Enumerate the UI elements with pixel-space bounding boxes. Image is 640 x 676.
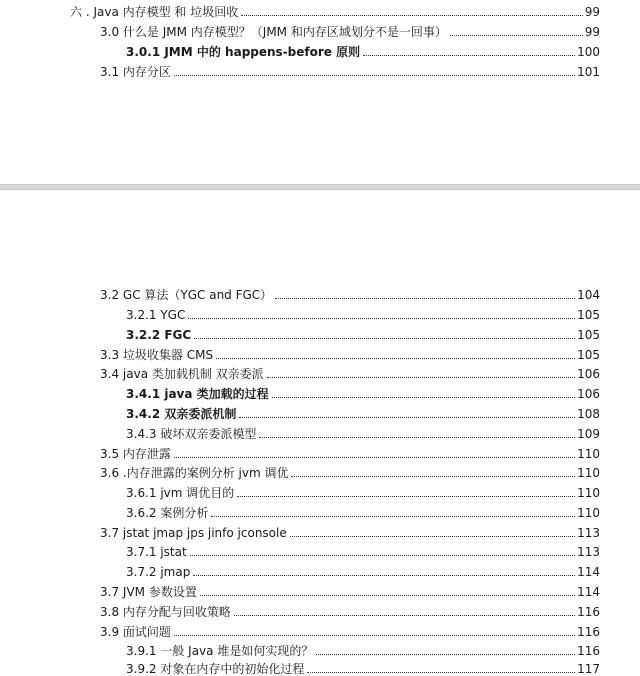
toc-dot-leader (259, 437, 575, 438)
toc-page-bottom (0, 190, 640, 676)
toc-page-number: 100 (577, 45, 600, 59)
toc-dot-leader (193, 575, 575, 576)
toc-dot-leader (174, 75, 575, 76)
toc-page-number: 106 (577, 387, 600, 401)
toc-dot-leader (363, 55, 575, 56)
toc-entry-level3[interactable] (126, 639, 600, 658)
toc-entry-level2[interactable] (100, 580, 600, 599)
toc-page-number: 99 (584, 5, 600, 19)
toc-dot-leader (272, 397, 575, 398)
toc-entry-title: 3.2.1 YGC (126, 308, 186, 322)
toc-page-number: 114 (577, 565, 600, 579)
toc-dot-leader (316, 654, 575, 655)
toc-dot-leader (450, 35, 583, 36)
toc-page-number: 105 (577, 308, 600, 322)
toc-page-number: 108 (577, 407, 600, 421)
toc-entry-title: 3.3 垃圾收集器 CMS (100, 348, 214, 362)
toc-dot-leader (290, 536, 575, 537)
toc-entry-level2[interactable] (100, 20, 600, 39)
toc-entry-title: 3.0.1 JMM 中的 happens-before 原则 (126, 45, 361, 59)
toc-entry-level3[interactable] (126, 422, 600, 441)
toc-entry-level3[interactable] (126, 657, 600, 676)
toc-entry-title: 3.6.2 案例分析 (126, 506, 209, 520)
toc-entry-level3[interactable] (126, 40, 600, 59)
toc-page-number: 113 (577, 545, 600, 559)
toc-page-number: 101 (577, 65, 600, 79)
toc-entry-title: 3.4.1 java 类加载的过程 (126, 387, 269, 401)
toc-dot-leader (188, 318, 575, 319)
toc-entry-level2[interactable] (100, 620, 600, 639)
toc-entry-level2[interactable] (100, 442, 600, 461)
toc-dot-leader (174, 457, 575, 458)
toc-dot-leader (234, 615, 575, 616)
toc-page-number: 105 (577, 328, 600, 342)
toc-page-number: 116 (577, 644, 600, 658)
toc-entry-title: 3.8 内存分配与回收策略 (100, 605, 231, 619)
toc-entry-level2[interactable] (100, 283, 600, 302)
toc-page-number: 114 (577, 585, 600, 599)
toc-page-number: 110 (577, 447, 600, 461)
toc-entry-title: 3.6 .内存泄露的案例分析 jvm 调优 (100, 466, 289, 480)
toc-entry-title: 3.0 什么是 JMM 内存模型？（JMM 和内存区域划分不是一回事） (100, 25, 447, 39)
toc-entry-title: 3.4 java 类加载机制 双亲委派 (100, 367, 264, 381)
toc-entry-title: 3.7 JVM 参数设置 (100, 585, 197, 599)
toc-dot-leader (239, 417, 575, 418)
toc-dot-leader (216, 358, 575, 359)
toc-entry-title: 3.7 jstat jmap jps jinfo jconsole (100, 526, 287, 540)
toc-page-number: 110 (577, 466, 600, 480)
toc-entry-level3[interactable] (126, 303, 600, 322)
toc-page-number: 110 (577, 486, 600, 500)
toc-dot-leader (211, 516, 575, 517)
toc-dot-leader (200, 595, 575, 596)
toc-page-number: 116 (577, 625, 600, 639)
toc-page-number: 105 (577, 348, 600, 362)
toc-entry-level2[interactable] (100, 60, 600, 79)
toc-dot-leader (267, 377, 575, 378)
toc-dot-leader (307, 672, 575, 673)
toc-dot-leader (194, 338, 575, 339)
toc-entry-title: 3.4.3 破坏双亲委派模型 (126, 427, 257, 441)
toc-page-number: 104 (577, 288, 600, 302)
toc-dot-leader (241, 15, 582, 16)
toc-entry-title: 3.9 面试问题 (100, 625, 171, 639)
toc-dot-leader (275, 298, 575, 299)
toc-entry-level3[interactable] (126, 481, 600, 500)
toc-entry-level1[interactable] (70, 0, 600, 19)
toc-page-top (0, 0, 640, 184)
toc-page-number: 99 (584, 25, 600, 39)
toc-entry-title: 3.1 内存分区 (100, 65, 171, 79)
toc-page-number: 110 (577, 506, 600, 520)
toc-entry-level3[interactable] (126, 560, 600, 579)
toc-entry-level2[interactable] (100, 461, 600, 480)
toc-entry-level2[interactable] (100, 600, 600, 619)
toc-entry-title: 3.6.1 jvm 调优目的 (126, 486, 235, 500)
toc-page-number: 117 (577, 662, 600, 676)
toc-entry-title: 3.9.1 一般 Java 堆是如何实现的？ (126, 644, 314, 658)
toc-entry-level3[interactable] (126, 540, 600, 559)
toc-entry-title: 3.9.2 对象在内存中的初始化过程 (126, 662, 305, 676)
toc-entry-title: 3.2 GC 算法（YGC and FGC） (100, 288, 273, 302)
toc-dot-leader (237, 496, 575, 497)
toc-entry-level2[interactable] (100, 521, 600, 540)
toc-entry-title: 3.5 内存泄露 (100, 447, 171, 461)
toc-page-number: 109 (577, 427, 600, 441)
toc-entry-title: 六 . Java 内存模型 和 垃圾回收 (70, 5, 239, 19)
toc-entry-title: 3.4.2 双亲委派机制 (126, 407, 237, 421)
toc-entry-title: 3.7.2 jmap (126, 565, 191, 579)
toc-page-number: 113 (577, 526, 600, 540)
toc-dot-leader (190, 555, 575, 556)
toc-page-number: 106 (577, 367, 600, 381)
toc-entry-level3[interactable] (126, 382, 600, 401)
toc-entry-level3[interactable] (126, 501, 600, 520)
toc-page-number: 116 (577, 605, 600, 619)
toc-entry-level2[interactable] (100, 362, 600, 381)
toc-entry-level3[interactable] (126, 402, 600, 421)
toc-entry-level2[interactable] (100, 343, 600, 362)
toc-entry-title: 3.7.1 jstat (126, 545, 187, 559)
toc-dot-leader (174, 635, 575, 636)
toc-entry-title: 3.2.2 FGC (126, 328, 192, 342)
toc-entry-level3[interactable] (126, 323, 600, 342)
toc-dot-leader (291, 476, 575, 477)
